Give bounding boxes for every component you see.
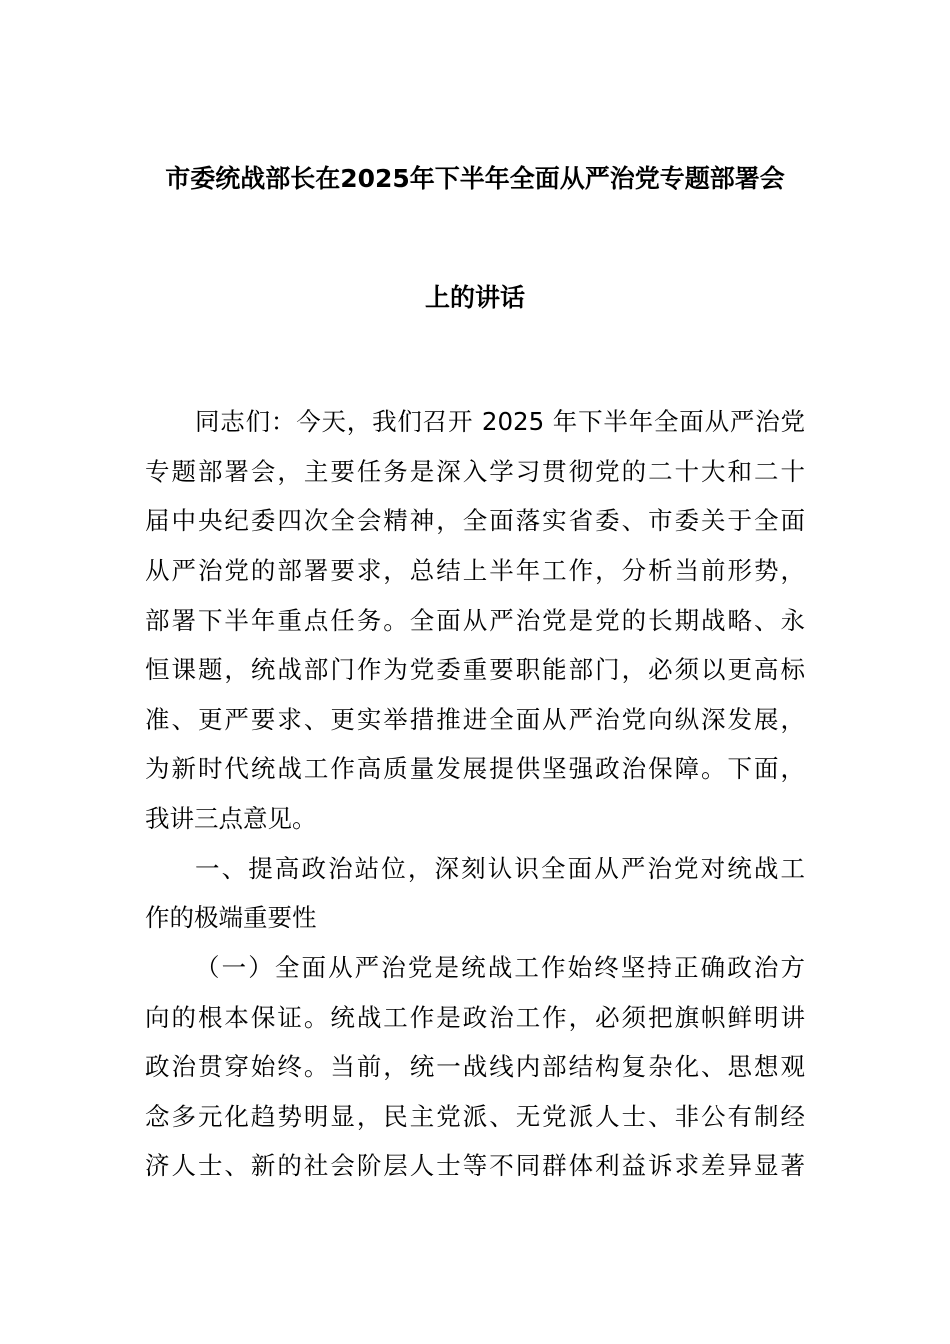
paragraph-1-line-9: 我讲三点意见。: [145, 804, 317, 833]
paragraph-3-line-1: （一）全面从严治党是统战工作始终坚持正确政治方: [195, 953, 805, 982]
paragraph-3-line-5: 济人士、新的社会阶层人士等不同群体利益诉求差异显著: [145, 1151, 805, 1180]
paragraph-2-line-1: 一、提高政治站位，深刻认识全面从严治党对统战工: [195, 854, 805, 883]
paragraph-3-line-2: 向的根本保证。统战工作是政治工作，必须把旗帜鲜明讲: [145, 1003, 805, 1032]
paragraph-1-line-2: 专题部署会，主要任务是深入学习贯彻党的二十大和二十: [145, 457, 805, 486]
document-title-line-1: 市委统战部长在2025年下半年全面从严治党专题部署会: [165, 164, 785, 193]
paragraph-1-line-7: 准、更严要求、更实举措推进全面从严治党向纵深发展，: [145, 705, 805, 734]
paragraph-3-line-4: 念多元化趋势明显，民主党派、无党派人士、非公有制经: [145, 1102, 805, 1131]
paragraph-1-line-4: 从严治党的部署要求，总结上半年工作，分析当前形势，: [145, 556, 805, 585]
document-title-line-2: 上的讲话: [424, 283, 525, 312]
paragraph-1-line-6: 恒课题，统战部门作为党委重要职能部门，必须以更高标: [145, 655, 805, 684]
paragraph-3-line-3: 政治贯穿始终。当前，统一战线内部结构复杂化、思想观: [145, 1052, 805, 1081]
paragraph-1-line-1: 同志们：今天，我们召开 2025 年下半年全面从严治党: [195, 407, 805, 436]
paragraph-1-line-5: 部署下半年重点任务。全面从严治党是党的长期战略、永: [145, 606, 805, 635]
paragraph-1-line-8: 为新时代统战工作高质量发展提供坚强政治保障。下面，: [145, 754, 805, 783]
paragraph-1-line-3: 届中央纪委四次全会精神，全面落实省委、市委关于全面: [145, 506, 805, 535]
paragraph-2-line-2: 作的极端重要性: [145, 903, 317, 932]
